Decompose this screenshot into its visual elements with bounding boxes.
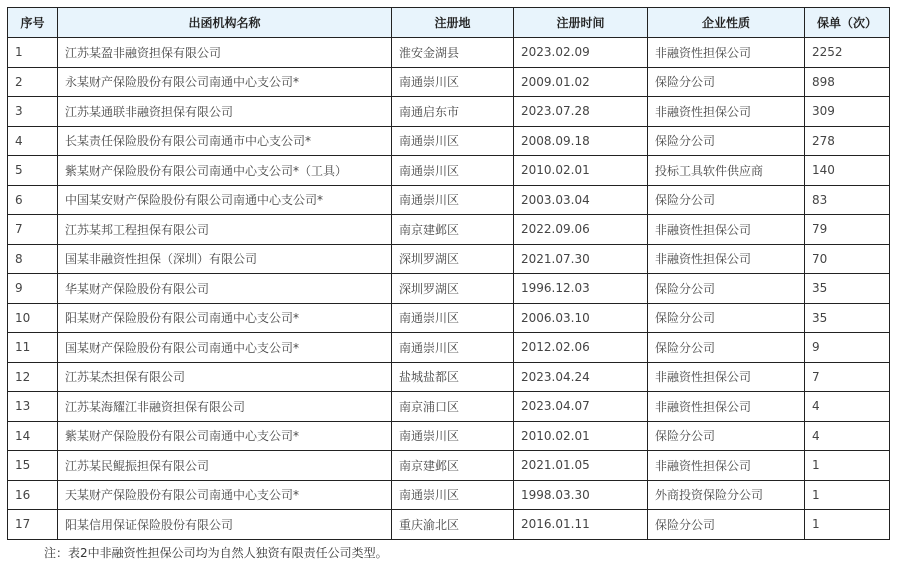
cell-index: 11 xyxy=(8,333,58,363)
cell-enterprise-type: 投标工具软件供应商 xyxy=(648,156,805,186)
cell-enterprise-type: 保险分公司 xyxy=(648,126,805,156)
cell-institution-name: 江苏某通联非融资担保有限公司 xyxy=(58,97,392,127)
cell-enterprise-type: 非融资性担保公司 xyxy=(648,362,805,392)
table-row xyxy=(8,274,890,304)
table-row xyxy=(8,510,890,540)
cell-institution-name: 中国某安财产保险股份有限公司南通中心支公司* xyxy=(58,185,392,215)
table-row xyxy=(8,185,890,215)
cell-registered-date: 2022.09.06 xyxy=(514,215,648,245)
cell-enterprise-type: 非融资性担保公司 xyxy=(648,451,805,481)
cell-enterprise-type: 非融资性担保公司 xyxy=(648,38,805,68)
table-row xyxy=(8,215,890,245)
cell-institution-name: 江苏某盈非融资担保有限公司 xyxy=(58,38,392,68)
cell-policy-count: 79 xyxy=(805,215,890,245)
cell-policy-count: 1 xyxy=(805,451,890,481)
cell-registered-place: 南通崇川区 xyxy=(392,303,514,333)
table-row xyxy=(8,451,890,481)
cell-registered-place: 深圳罗湖区 xyxy=(392,244,514,274)
cell-policy-count: 70 xyxy=(805,244,890,274)
table-header-row xyxy=(8,8,890,38)
cell-policy-count: 9 xyxy=(805,333,890,363)
table-row xyxy=(8,244,890,274)
cell-registered-date: 2021.01.05 xyxy=(514,451,648,481)
cell-registered-date: 2010.02.01 xyxy=(514,156,648,186)
cell-policy-count: 83 xyxy=(805,185,890,215)
cell-enterprise-type: 非融资性担保公司 xyxy=(648,392,805,422)
cell-enterprise-type: 非融资性担保公司 xyxy=(648,215,805,245)
cell-institution-name: 紫某财产保险股份有限公司南通中心支公司*（工具） xyxy=(58,156,392,186)
table-row xyxy=(8,156,890,186)
cell-index: 14 xyxy=(8,421,58,451)
table-row xyxy=(8,392,890,422)
cell-registered-date: 1996.12.03 xyxy=(514,274,648,304)
cell-registered-place: 重庆渝北区 xyxy=(392,510,514,540)
cell-registered-date: 2008.09.18 xyxy=(514,126,648,156)
cell-enterprise-type: 保险分公司 xyxy=(648,303,805,333)
table-row xyxy=(8,303,890,333)
cell-institution-name: 阳某财产保险股份有限公司南通中心支公司* xyxy=(58,303,392,333)
cell-index: 2 xyxy=(8,67,58,97)
table-row xyxy=(8,362,890,392)
cell-institution-name: 国某财产保险股份有限公司南通中心支公司* xyxy=(58,333,392,363)
cell-registered-date: 2003.03.04 xyxy=(514,185,648,215)
cell-enterprise-type: 外商投资保险分公司 xyxy=(648,480,805,510)
header-institution-name: 出函机构名称 xyxy=(58,8,392,38)
cell-policy-count: 898 xyxy=(805,67,890,97)
cell-enterprise-type: 保险分公司 xyxy=(648,185,805,215)
cell-enterprise-type: 非融资性担保公司 xyxy=(648,97,805,127)
cell-policy-count: 4 xyxy=(805,392,890,422)
cell-index: 7 xyxy=(8,215,58,245)
cell-registered-place: 南通崇川区 xyxy=(392,126,514,156)
cell-institution-name: 江苏某民鲲振担保有限公司 xyxy=(58,451,392,481)
header-policy-count: 保单（次） xyxy=(805,8,890,38)
cell-index: 15 xyxy=(8,451,58,481)
table-row xyxy=(8,97,890,127)
cell-policy-count: 7 xyxy=(805,362,890,392)
cell-policy-count: 35 xyxy=(805,303,890,333)
table-row xyxy=(8,67,890,97)
cell-institution-name: 江苏某邦工程担保有限公司 xyxy=(58,215,392,245)
cell-registered-date: 2009.01.02 xyxy=(514,67,648,97)
cell-enterprise-type: 保险分公司 xyxy=(648,274,805,304)
cell-registered-place: 南京浦口区 xyxy=(392,392,514,422)
cell-index: 17 xyxy=(8,510,58,540)
cell-registered-place: 南通崇川区 xyxy=(392,185,514,215)
header-enterprise-type: 企业性质 xyxy=(648,8,805,38)
cell-index: 10 xyxy=(8,303,58,333)
header-registered-date: 注册时间 xyxy=(514,8,648,38)
cell-registered-date: 2023.04.07 xyxy=(514,392,648,422)
cell-registered-date: 2016.01.11 xyxy=(514,510,648,540)
cell-registered-place: 南通启东市 xyxy=(392,97,514,127)
cell-policy-count: 1 xyxy=(805,480,890,510)
cell-registered-place: 南通崇川区 xyxy=(392,480,514,510)
cell-registered-place: 南通崇川区 xyxy=(392,67,514,97)
cell-index: 13 xyxy=(8,392,58,422)
cell-index: 6 xyxy=(8,185,58,215)
cell-registered-date: 2010.02.01 xyxy=(514,421,648,451)
cell-registered-place: 南通崇川区 xyxy=(392,333,514,363)
table-note: 注：表2中非融资性担保公司均为自然人独资有限责任公司类型。 xyxy=(44,546,388,560)
cell-policy-count: 140 xyxy=(805,156,890,186)
cell-policy-count: 35 xyxy=(805,274,890,304)
header-index: 序号 xyxy=(8,8,58,38)
cell-index: 12 xyxy=(8,362,58,392)
table-row xyxy=(8,421,890,451)
cell-registered-place: 南通崇川区 xyxy=(392,421,514,451)
cell-registered-date: 2021.07.30 xyxy=(514,244,648,274)
cell-index: 4 xyxy=(8,126,58,156)
cell-registered-place: 淮安金湖县 xyxy=(392,38,514,68)
cell-enterprise-type: 保险分公司 xyxy=(648,510,805,540)
cell-institution-name: 江苏某杰担保有限公司 xyxy=(58,362,392,392)
header-registered-place: 注册地 xyxy=(392,8,514,38)
cell-index: 16 xyxy=(8,480,58,510)
cell-institution-name: 华某财产保险股份有限公司 xyxy=(58,274,392,304)
cell-index: 3 xyxy=(8,97,58,127)
cell-registered-place: 南京建邺区 xyxy=(392,215,514,245)
cell-index: 1 xyxy=(8,38,58,68)
cell-institution-name: 江苏某海耀江非融资担保有限公司 xyxy=(58,392,392,422)
cell-enterprise-type: 保险分公司 xyxy=(648,421,805,451)
table-row xyxy=(8,126,890,156)
cell-enterprise-type: 保险分公司 xyxy=(648,333,805,363)
cell-registered-place: 南京建邺区 xyxy=(392,451,514,481)
cell-registered-place: 盐城盐都区 xyxy=(392,362,514,392)
cell-institution-name: 天某财产保险股份有限公司南通中心支公司* xyxy=(58,480,392,510)
cell-registered-date: 2023.02.09 xyxy=(514,38,648,68)
cell-policy-count: 4 xyxy=(805,421,890,451)
cell-index: 5 xyxy=(8,156,58,186)
cell-institution-name: 长某责任保险股份有限公司南通市中心支公司* xyxy=(58,126,392,156)
guarantee-institutions-table xyxy=(7,7,890,540)
cell-policy-count: 1 xyxy=(805,510,890,540)
cell-enterprise-type: 非融资性担保公司 xyxy=(648,244,805,274)
table-row xyxy=(8,38,890,68)
cell-index: 9 xyxy=(8,274,58,304)
cell-registered-date: 2012.02.06 xyxy=(514,333,648,363)
cell-policy-count: 278 xyxy=(805,126,890,156)
cell-institution-name: 紫某财产保险股份有限公司南通中心支公司* xyxy=(58,421,392,451)
cell-registered-date: 1998.03.30 xyxy=(514,480,648,510)
cell-enterprise-type: 保险分公司 xyxy=(648,67,805,97)
cell-policy-count: 309 xyxy=(805,97,890,127)
cell-institution-name: 国某非融资性担保（深圳）有限公司 xyxy=(58,244,392,274)
cell-institution-name: 永某财产保险股份有限公司南通中心支公司* xyxy=(58,67,392,97)
table-row xyxy=(8,480,890,510)
cell-policy-count: 2252 xyxy=(805,38,890,68)
cell-registered-place: 南通崇川区 xyxy=(392,156,514,186)
cell-registered-date: 2006.03.10 xyxy=(514,303,648,333)
cell-index: 8 xyxy=(8,244,58,274)
cell-registered-date: 2023.07.28 xyxy=(514,97,648,127)
cell-institution-name: 阳某信用保证保险股份有限公司 xyxy=(58,510,392,540)
cell-registered-place: 深圳罗湖区 xyxy=(392,274,514,304)
cell-registered-date: 2023.04.24 xyxy=(514,362,648,392)
table-row xyxy=(8,333,890,363)
